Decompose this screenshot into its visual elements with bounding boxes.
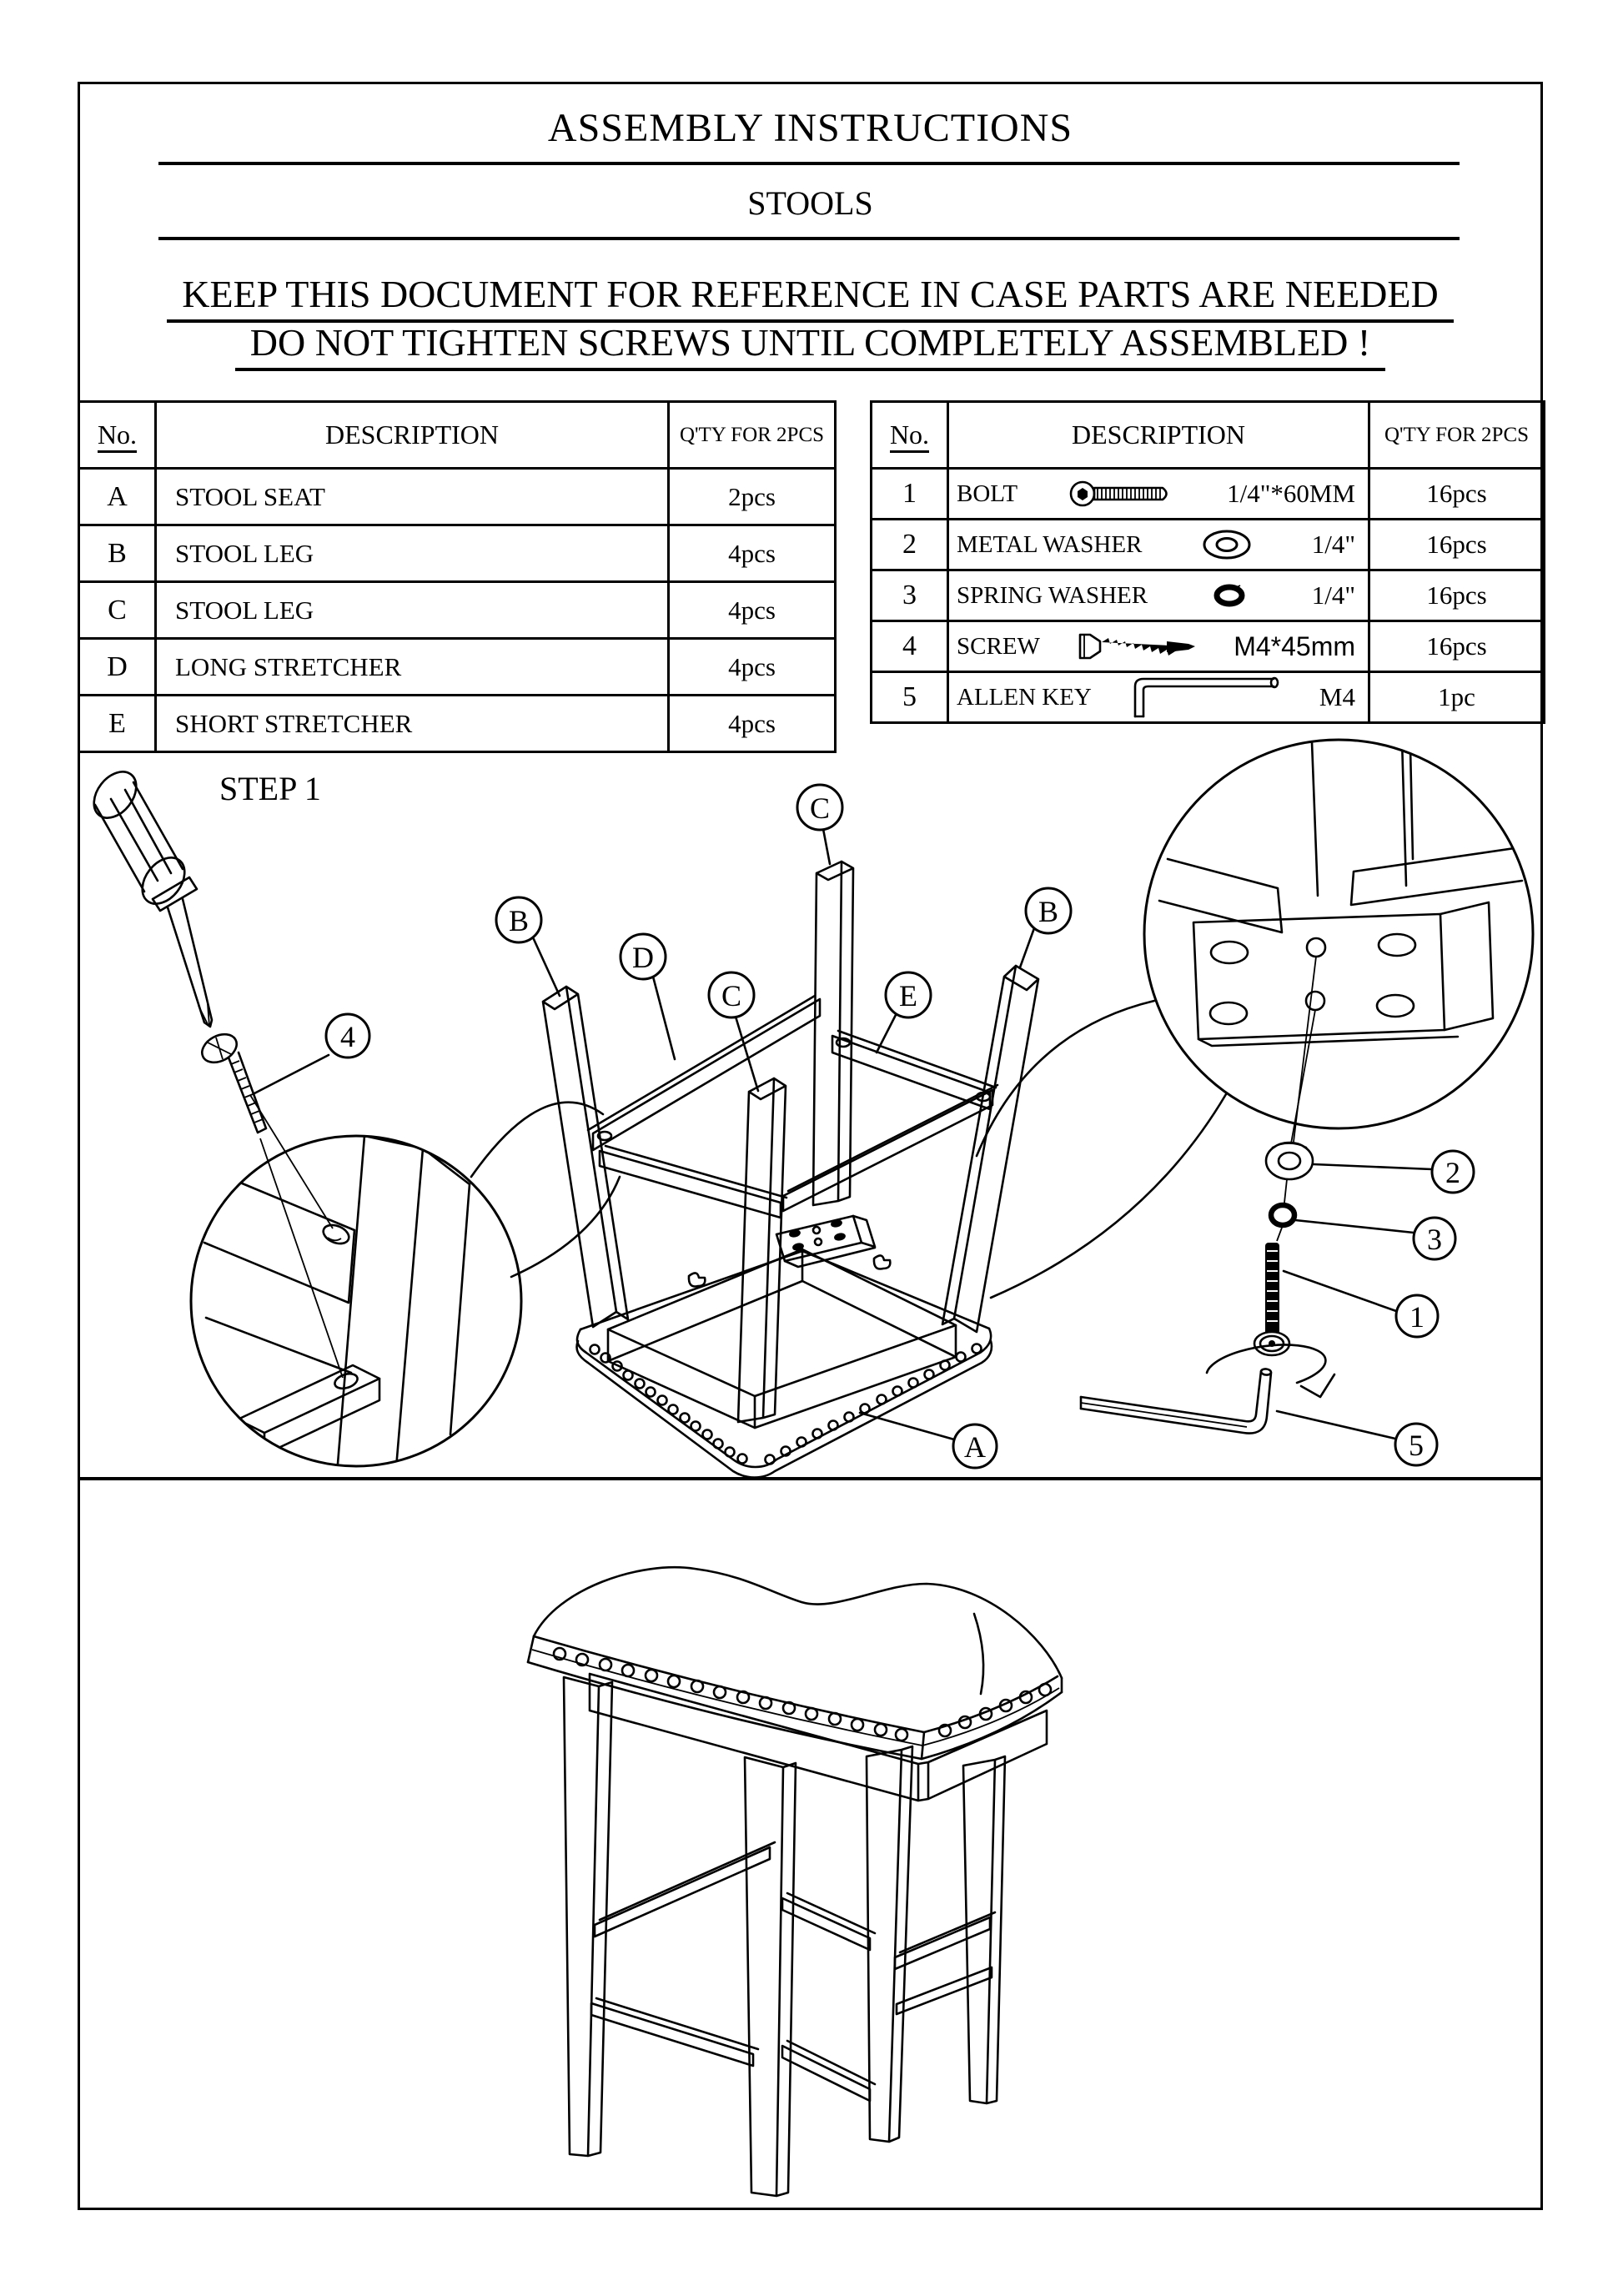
step-label: STEP 1 xyxy=(219,770,321,807)
table-row: A STOOL SEAT 2pcs xyxy=(79,469,836,525)
table-row: C STOOL LEG 4pcs xyxy=(79,582,836,639)
screw-item xyxy=(198,1028,266,1133)
table-row: 5 ALLEN KEY M4 1pc xyxy=(872,672,1545,723)
svg-text:5: 5 xyxy=(1409,1429,1424,1462)
stretchers xyxy=(588,996,997,1218)
allen-key-icon xyxy=(1128,675,1283,720)
col-no: No. xyxy=(79,402,156,469)
table-header-row xyxy=(872,402,1545,469)
table-row: 2 METAL WASHER 1/4" 16pcs xyxy=(872,520,1545,570)
finished-stool xyxy=(528,1567,1062,2196)
spring-washer-item xyxy=(1271,1205,1294,1225)
table-row: 3 SPRING WASHER 1/4" 16pcs xyxy=(872,570,1545,621)
svg-text:2: 2 xyxy=(1445,1156,1460,1189)
detail-circle-right xyxy=(977,740,1533,1298)
svg-text:E: E xyxy=(899,979,917,1012)
bolt-icon xyxy=(1069,477,1176,510)
allen-key-item xyxy=(1081,1344,1437,1465)
svg-text:C: C xyxy=(721,979,742,1012)
warning-line-1: KEEP THIS DOCUMENT FOR REFERENCE IN CASE PARTS ARE NEEDED xyxy=(78,272,1543,323)
detail-circle-left xyxy=(191,1103,620,1468)
col-no: No. xyxy=(872,402,948,469)
col-description: DESCRIPTION xyxy=(156,402,669,469)
table-row: D LONG STRETCHER 4pcs xyxy=(79,639,836,696)
page-subtitle: STOOLS xyxy=(747,184,873,222)
screwdriver xyxy=(85,764,212,1027)
fastener-stack xyxy=(1254,957,1474,1355)
seat-clip xyxy=(874,1255,890,1269)
nailhead-trim xyxy=(590,1344,982,1465)
warning-line-2: DO NOT TIGHTEN SCREWS UNTIL COMPLETELY ASSEMBLED ! xyxy=(78,320,1543,371)
col-description: DESCRIPTION xyxy=(948,402,1369,469)
table-row: 4 SCREW M4*45mm 16pcs xyxy=(872,621,1545,672)
metal-washer-item xyxy=(1266,1143,1313,1179)
svg-text:D: D xyxy=(632,941,654,974)
stool-legs xyxy=(543,862,1038,1422)
spring-washer-icon xyxy=(1210,582,1249,609)
title-rule xyxy=(158,162,1460,165)
svg-text:A: A xyxy=(964,1430,986,1464)
bolt-item xyxy=(1254,1243,1289,1355)
svg-text:1: 1 xyxy=(1409,1300,1425,1334)
svg-text:4: 4 xyxy=(340,1020,355,1053)
screw-icon xyxy=(1073,630,1200,663)
table-row: B STOOL LEG 4pcs xyxy=(79,525,836,582)
table-row: E SHORT STRETCHER 4pcs xyxy=(79,696,836,752)
table-header-row xyxy=(79,402,836,469)
svg-text:B: B xyxy=(1038,895,1059,928)
step1-diagram xyxy=(78,722,1543,1479)
svg-text:C: C xyxy=(809,791,831,825)
col-qty: Q'TY FOR 2PCS xyxy=(669,402,836,469)
hardware-table xyxy=(870,400,1545,724)
seat-clip xyxy=(689,1273,705,1286)
subtitle-rule xyxy=(158,237,1460,240)
finished-stool-drawing xyxy=(78,1480,1543,2210)
table-row: 1 BOLT 1/4"*60MM 16pcs xyxy=(872,469,1545,520)
col-qty: Q'TY FOR 2PCS xyxy=(1369,402,1545,469)
page-title: ASSEMBLY INSTRUCTIONS xyxy=(547,106,1073,150)
parts-table xyxy=(78,400,837,753)
metal-washer-icon xyxy=(1200,527,1254,562)
svg-text:3: 3 xyxy=(1427,1223,1442,1256)
corner-block xyxy=(776,1216,875,1267)
stool-assembly xyxy=(543,862,1038,1478)
svg-text:B: B xyxy=(508,904,530,937)
